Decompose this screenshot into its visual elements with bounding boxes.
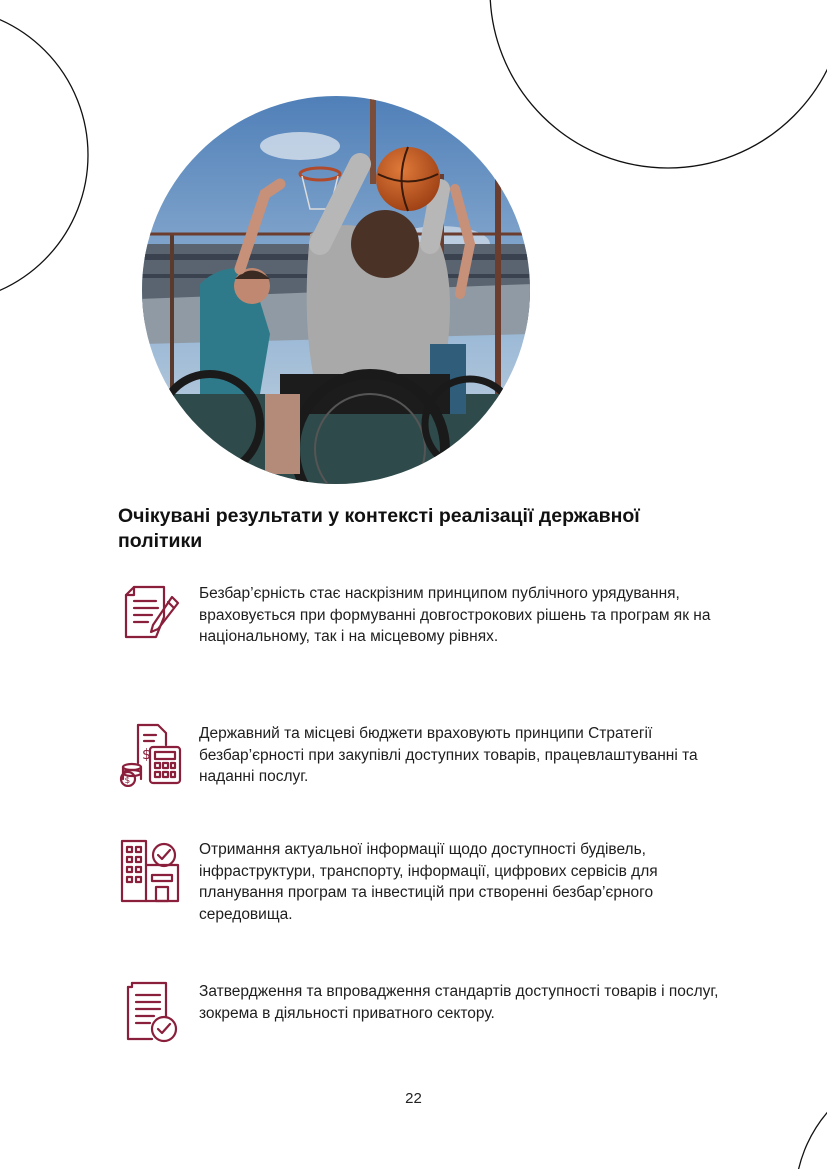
item-text: Отримання актуальної інформації щодо доступності будівель, інфраструктури, транспорту, інформації, цифрових сервісів для планування програм та інвестицій при створенні безбар’єрного середовища.	[199, 841, 658, 923]
svg-text:$: $	[124, 776, 131, 786]
section-heading: Очікувані результати у контексті реалізації державної політики	[118, 505, 640, 552]
item-text: Затвердження та впровадження стандартів доступності товарів і послуг, зокрема в діяльності приватного сектору.	[199, 983, 719, 1022]
page-number: 22	[405, 1090, 422, 1107]
item-text: Державний та місцеві бюджети враховують принципи Стратегії безбар’єрності при закупівлі доступних товарів, працевлаштуванні та наданні послуг.	[199, 725, 698, 785]
item-text: Безбар’єрність стає наскрізним принципом публічного урядування, враховується при формуванні довгострокових рішень та програм як на національному, так і на місцевому рівнях.	[199, 585, 711, 645]
building-check-icon	[118, 839, 184, 903]
document-pen-icon	[118, 583, 184, 647]
document-check-icon	[118, 981, 184, 1045]
wheelchair-basketball-photo	[140, 94, 532, 486]
budget-calculator-icon	[118, 723, 184, 787]
svg-text:$: $	[142, 747, 151, 763]
